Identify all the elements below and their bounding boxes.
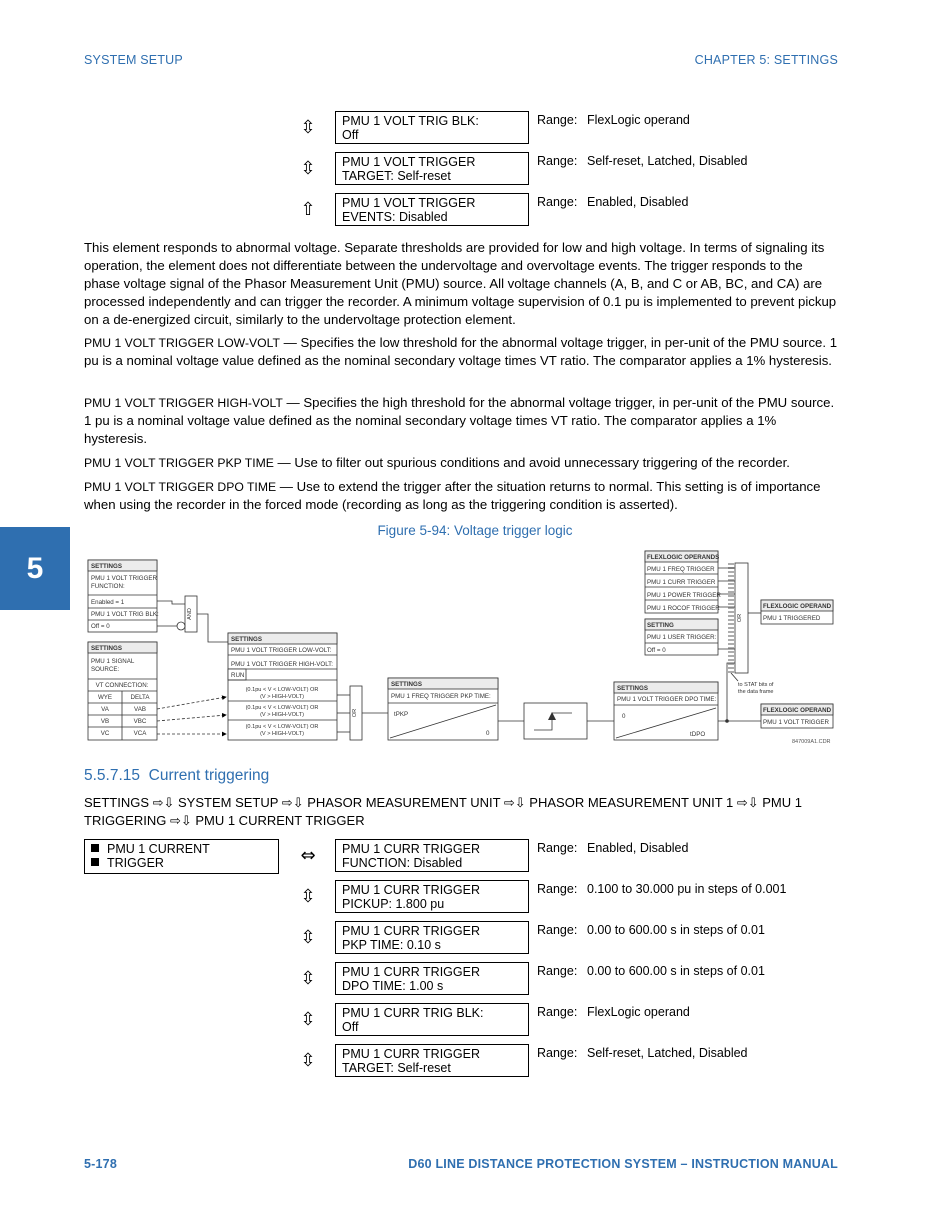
range-label: Range: [537, 841, 578, 855]
setting-box [335, 193, 529, 226]
setting-line1: PMU 1 VOLT TRIGGER [342, 155, 476, 169]
range-label: Range: [537, 964, 578, 978]
high-volt-label: PMU 1 VOLT TRIGGER HIGH-VOLT: [231, 661, 333, 668]
menu-box-line1: PMU 1 CURRENT [107, 842, 210, 856]
tpkp-label: tPKP [394, 711, 409, 718]
menu-box-line2: TRIGGER [107, 856, 164, 870]
setting-line1: PMU 1 VOLT TRIG BLK: [342, 114, 479, 128]
setting-box [335, 880, 529, 913]
scroll-updown-icon: ⇳ [300, 158, 316, 179]
definition-term: PMU 1 VOLT TRIGGER DPO TIME [84, 480, 277, 494]
definition-text: — Specifies the low threshold for the abnormal voltage trigger, in per-unit of the PMU source. 1 pu is a nominal voltage value defined as the nominal secondary voltage times VT ratio. The comparator applies a 1% hysteresis. [84, 335, 838, 368]
section-title: Current triggering [148, 767, 270, 784]
scroll-up-icon: ⇧ [300, 199, 316, 220]
blk-label: PMU 1 VOLT TRIG BLK: [91, 611, 159, 618]
operand-freq-trigger: PMU 1 FREQ TRIGGER [647, 566, 715, 573]
vbc-label: VBC [133, 718, 147, 725]
setting-line2: TARGET: Self-reset [342, 1061, 451, 1075]
vca-label: VCA [133, 730, 147, 737]
zero-label: 0 [486, 730, 490, 737]
vb-label: VB [100, 718, 110, 725]
scroll-updown-icon: ⇳ [300, 117, 316, 138]
range-label: Range: [537, 154, 578, 168]
setting-title: SETTING [647, 622, 674, 629]
range-label: Range: [537, 113, 578, 127]
intro-paragraph: This element responds to abnormal voltage. Separate thresholds are provided for low and high voltage. In terms of signaling its operation, the element does not differentiate between the undervoltage and overvoltage events. The trigger responds to the phase voltage signal of the Phasor Measurement Unit (PMU) source. All voltage channels (A, B, and C or AB, BC, and CA) are processed independently and can trigger the recorder. A minimum voltage supervision of 0.1 pu is implemented to prevent pickup on a de-energized circuit, similarly to the undervoltage protection element. [84, 240, 837, 327]
range-value: FlexLogic operand [587, 1005, 690, 1019]
condition-a-line2: (V > HIGH-VOLT) [260, 694, 304, 700]
page-number: 5-178 [84, 1157, 117, 1171]
voltage-trigger-logic-diagram [84, 548, 844, 748]
stat-bits-line2: the data frame [738, 689, 774, 695]
enabled-value: Enabled = 1 [91, 599, 125, 606]
scroll-updown-icon: ⇳ [300, 1009, 316, 1030]
low-volt-label: PMU 1 VOLT TRIGGER LOW-VOLT: [231, 647, 332, 654]
running-header-section: SYSTEM SETUP [84, 53, 183, 67]
settings-title: SETTINGS [617, 685, 648, 692]
vab-label: VAB [134, 706, 146, 713]
setting-line1: PMU 1 CURR TRIGGER [342, 924, 480, 938]
function-label: FUNCTION: [91, 583, 125, 590]
menu-box [84, 839, 279, 874]
range-value: 0.00 to 600.00 s in steps of 0.01 [587, 923, 765, 937]
off-value: Off = 0 [647, 647, 666, 654]
flexlogic-operands-title: FLEXLOGIC OPERANDS [647, 554, 720, 561]
operand-rocof-trigger: PMU 1 ROCOF TRIGGER [647, 605, 720, 612]
run-label: RUN [231, 672, 245, 679]
definition-term: PMU 1 VOLT TRIGGER LOW-VOLT [84, 336, 280, 350]
setting-line1: PMU 1 CURR TRIGGER [342, 1047, 480, 1061]
setting-line1: PMU 1 VOLT TRIGGER [342, 196, 476, 210]
setting-box [335, 152, 529, 185]
flexlogic-operand-title: FLEXLOGIC OPERAND [763, 707, 832, 714]
setting-line1: PMU 1 CURR TRIGGER [342, 965, 480, 979]
delta-label: DELTA [130, 694, 150, 701]
settings-title: SETTINGS [231, 636, 262, 643]
setting-line2: PKP TIME: 0.10 s [342, 938, 441, 952]
range-label: Range: [537, 1005, 578, 1019]
tdpo-label: tDPO [690, 731, 706, 738]
range-label: Range: [537, 195, 578, 209]
range-value: 0.00 to 600.00 s in steps of 0.01 [587, 964, 765, 978]
definition-text: — Specifies the high threshold for the abnormal voltage trigger, in per-unit of the PMU source. 1 pu is a nominal voltage value defined as the nominal secondary voltage times VT ratio. The comparator applies a 1% hysteresis. [84, 395, 835, 446]
definition-paragraph [84, 478, 840, 514]
user-trigger-label: PMU 1 USER TRIGGER: [647, 634, 717, 641]
setting-box [335, 839, 529, 872]
settings-title: SETTINGS [91, 563, 122, 570]
bullet-square-icon [91, 858, 99, 866]
running-header-chapter: CHAPTER 5: SETTINGS [694, 53, 838, 67]
condition-c-line1: (0.1pu < V < LOW-VOLT) OR [245, 724, 319, 730]
definition-paragraph [84, 334, 840, 370]
operand-power-trigger: PMU 1 POWER TRIGGER [647, 592, 721, 599]
scroll-updown-icon: ⇳ [300, 1050, 316, 1071]
signal-source-label: PMU 1 SIGNAL [91, 658, 135, 665]
setting-line1: PMU 1 CURR TRIG BLK: [342, 1006, 484, 1020]
vt-connection-label: VT CONNECTION: [95, 682, 149, 689]
flexlogic-operand-title: FLEXLOGIC OPERAND [763, 603, 832, 610]
va-label: VA [101, 706, 109, 713]
setting-line2: DPO TIME: 1.00 s [342, 979, 444, 993]
setting-box [335, 962, 529, 995]
setting-line2: PICKUP: 1.800 pu [342, 897, 445, 911]
range-label: Range: [537, 1046, 578, 1060]
section-number: 5.5.7.15 [84, 767, 141, 784]
menu-path: SETTINGS ⇨⇩ SYSTEM SETUP ⇨⇩ PHASOR MEASUREMENT UNIT ⇨⇩ PHASOR MEASUREMENT UNIT 1 ⇨⇩ PMU 1 TRIGGERING ⇨⇩ PMU 1 CURRENT TRIGGER [84, 795, 802, 828]
operand-curr-trigger: PMU 1 CURR TRIGGER [647, 579, 716, 586]
setting-box [335, 111, 529, 144]
or-label: OR [352, 708, 358, 718]
and-label: AND [187, 608, 193, 620]
setting-line2: FUNCTION: Disabled [342, 856, 463, 870]
setting-box [335, 921, 529, 954]
vc-label: VC [100, 730, 110, 737]
range-value: Self-reset, Latched, Disabled [587, 1046, 748, 1060]
range-value: 0.100 to 30.000 pu in steps of 0.001 [587, 882, 787, 896]
chapter-tab: 5 [0, 527, 70, 610]
setting-line2: Off [342, 128, 359, 142]
setting-line1: PMU 1 CURR TRIGGER [342, 883, 480, 897]
range-value: FlexLogic operand [587, 113, 690, 127]
off-value: Off = 0 [91, 623, 110, 630]
definition-term: PMU 1 VOLT TRIGGER HIGH-VOLT [84, 396, 283, 410]
dpo-time-label: PMU 1 VOLT TRIGGER DPO TIME: [617, 696, 717, 703]
manual-title: D60 LINE DISTANCE PROTECTION SYSTEM – INSTRUCTION MANUAL [408, 1157, 838, 1171]
setting-box [335, 1003, 529, 1036]
setting-line2: Off [342, 1020, 359, 1034]
scroll-updown-icon: ⇳ [300, 927, 316, 948]
figure-caption: Figure 5-94: Voltage trigger logic [377, 523, 573, 538]
signal-source-label: SOURCE: [91, 666, 120, 673]
range-value: Self-reset, Latched, Disabled [587, 154, 748, 168]
scroll-updown-icon: ⇳ [300, 968, 316, 989]
condition-c-line2: (V > HIGH-VOLT) [260, 731, 304, 737]
range-value: Enabled, Disabled [587, 841, 689, 855]
range-label: Range: [537, 882, 578, 896]
range-label: Range: [537, 923, 578, 937]
stat-bits-line1: to STAT bits of [738, 682, 774, 688]
setting-line2: TARGET: Self-reset [342, 169, 451, 183]
setting-line2: EVENTS: Disabled [342, 210, 448, 224]
definition-paragraph [84, 394, 840, 448]
definition-term: PMU 1 VOLT TRIGGER PKP TIME [84, 456, 274, 470]
settings-title: SETTINGS [391, 681, 422, 688]
condition-b-line2: (V > HIGH-VOLT) [260, 712, 304, 718]
zero-label: 0 [622, 713, 626, 720]
left-right-arrow-icon: ⇔ [300, 845, 316, 866]
condition-b-line1: (0.1pu < V < LOW-VOLT) OR [245, 705, 319, 711]
or-label: OR [737, 613, 743, 623]
definition-text: — Use to filter out spurious conditions and avoid unnecessary triggering of the recorder. [273, 455, 790, 470]
volt-trigger-operand: PMU 1 VOLT TRIGGER [763, 719, 830, 726]
definition-text: — Use to extend the trigger after the situation returns to normal. This setting is of importance when using the recorder in the forced mode (recording as long as the triggering condition is asserted). [84, 479, 821, 512]
bullet-square-icon [91, 844, 99, 852]
wye-label: WYE [97, 694, 113, 701]
scroll-updown-icon: ⇳ [300, 886, 316, 907]
triggered-operand: PMU 1 TRIGGERED [763, 615, 821, 622]
function-label: PMU 1 VOLT TRIGGER [91, 575, 158, 582]
pkp-time-label: PMU 1 FREQ TRIGGER PKP TIME: [391, 693, 491, 700]
drawing-code: 847009A1.CDR [792, 739, 831, 745]
condition-a-line1: (0.1pu < V < LOW-VOLT) OR [245, 687, 319, 693]
range-value: Enabled, Disabled [587, 195, 689, 209]
setting-box [335, 1044, 529, 1077]
section-heading [84, 767, 269, 785]
definition-paragraph [84, 454, 840, 472]
settings-title: SETTINGS [91, 645, 122, 652]
setting-line1: PMU 1 CURR TRIGGER [342, 842, 480, 856]
edge-detector-block [524, 703, 587, 739]
